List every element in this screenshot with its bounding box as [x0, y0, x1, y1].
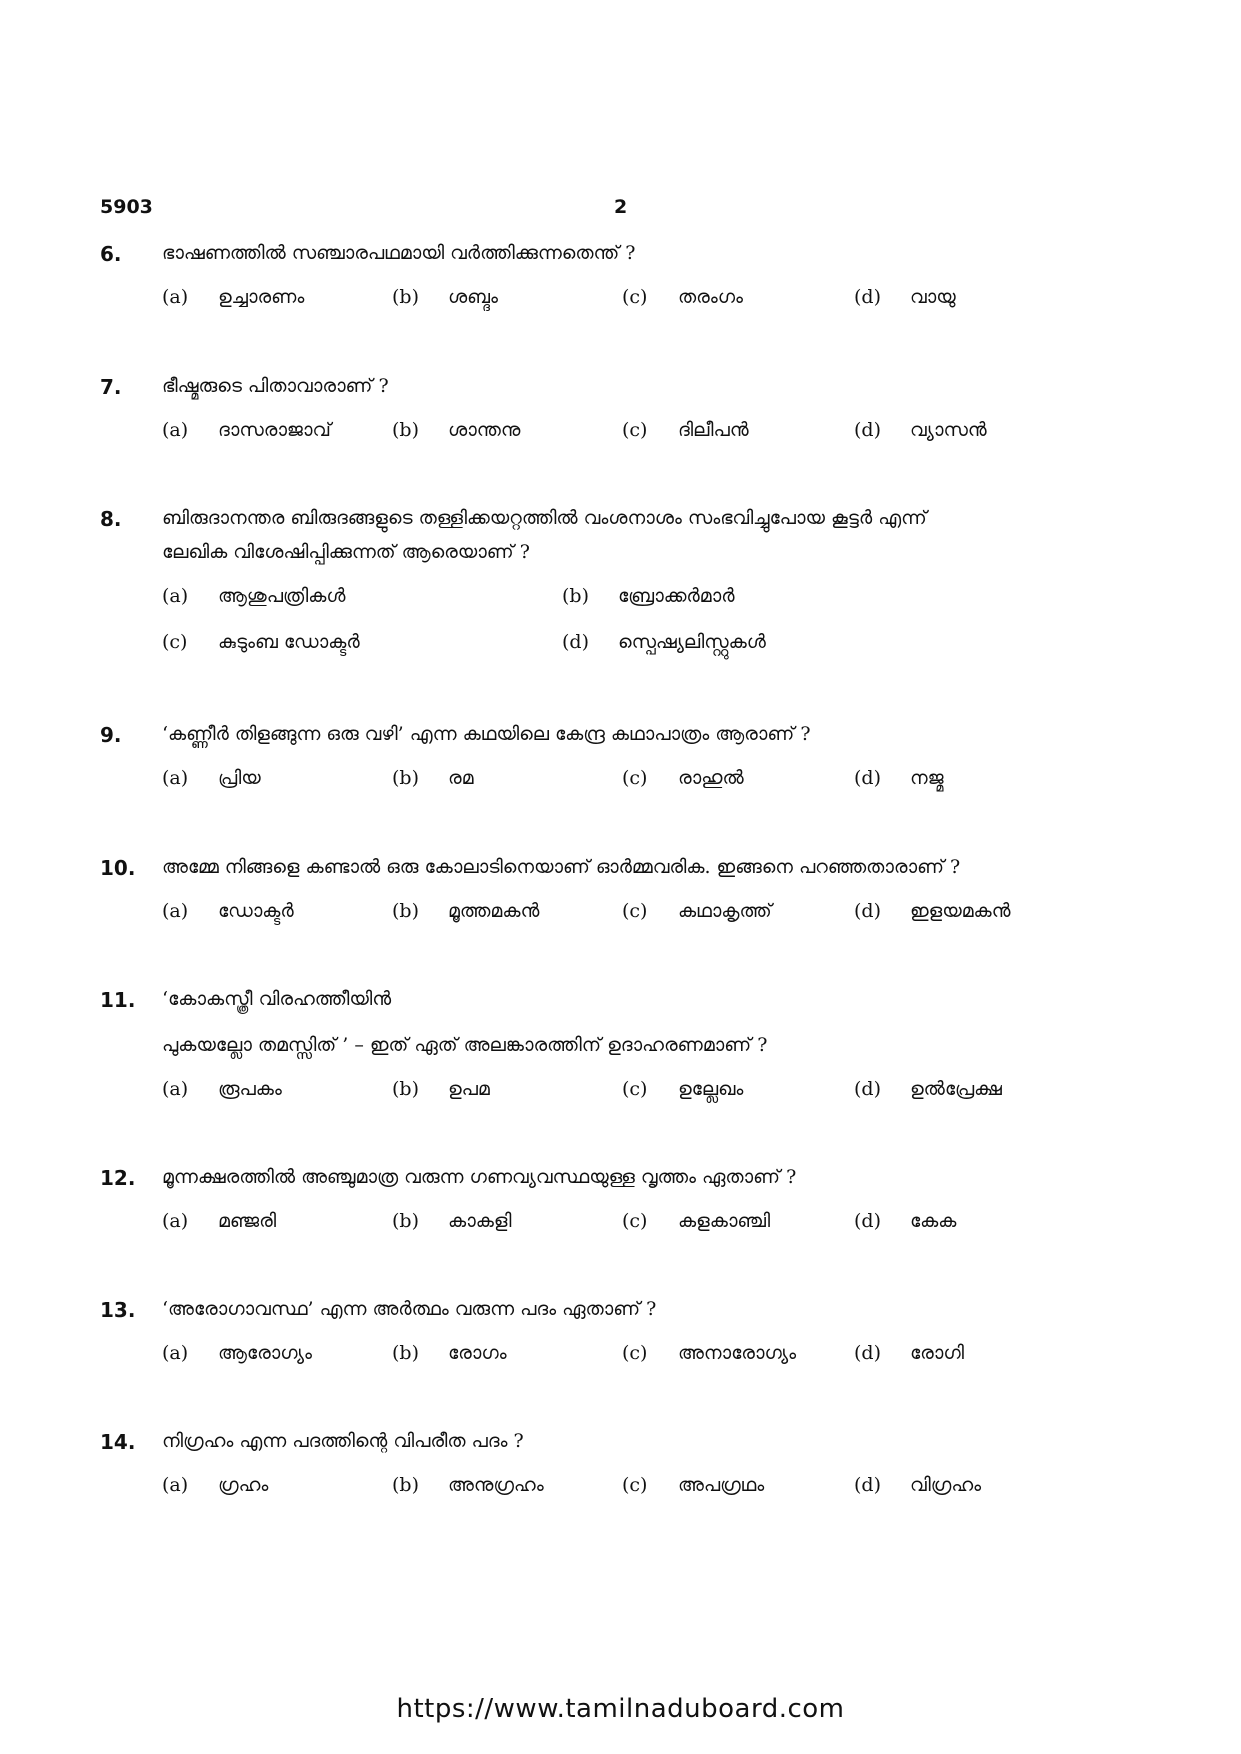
- option-label: (a): [162, 900, 189, 922]
- option-label: (b): [392, 1342, 419, 1364]
- option-label: (a): [162, 585, 189, 607]
- option-label: (a): [162, 767, 189, 789]
- option-text: ബ്രോക്കർമാർ: [618, 585, 735, 607]
- option-label: (d): [854, 1078, 881, 1100]
- question-number: 7.: [100, 375, 122, 399]
- option-text: രൂപകം: [218, 1078, 282, 1100]
- options-row: [100, 286, 1140, 326]
- option-text: ഗ്രഹം: [218, 1474, 269, 1496]
- question-6: [100, 242, 1140, 326]
- question-text: ‘കണ്ണീർ തിളങ്ങുന്ന ഒരു വഴി’ എന്ന കഥയിലെ കേന്ദ്ര കഥാപാത്രം ആരാണ് ?: [162, 723, 811, 745]
- option-label: (a): [162, 1210, 189, 1232]
- question-8: [100, 507, 1140, 671]
- option-a: [162, 767, 261, 789]
- question-text: മൂന്നക്ഷരത്തിൽ അഞ്ചുമാത്ര വരുന്ന ഗണവ്യവസ്ഥയുള്ള വൃത്തം ഏതാണ് ?: [162, 1166, 797, 1188]
- page-number: 2: [614, 196, 628, 218]
- option-b: [392, 900, 539, 922]
- option-c: [162, 631, 360, 653]
- question-text-continued: ലേഖിക വിശേഷിപ്പിക്കുന്നത് ആരെയാണ് ?: [162, 541, 530, 563]
- options-row: [100, 767, 1140, 807]
- option-text: ദിലീപൻ: [678, 419, 749, 441]
- page-header: [100, 196, 1140, 226]
- option-text: കളകാഞ്ചി: [678, 1210, 771, 1232]
- question-14: [100, 1430, 1140, 1514]
- question-text: ബിരുദാനന്തര ബിരുദങ്ങളുടെ തള്ളിക്കയറ്റത്തിൽ വംശനാശം സംഭവിച്ചുപോയ കൂട്ടർ എന്ന്: [162, 507, 927, 529]
- option-text: ഉപമ: [448, 1078, 490, 1100]
- option-text: കുടുംബ ഡോക്ടർ: [218, 631, 360, 653]
- option-text: ഉച്ചാരണം: [218, 286, 305, 308]
- option-text: പ്രിയ: [218, 767, 261, 789]
- option-a: [162, 1210, 276, 1232]
- option-label: (d): [854, 1210, 881, 1232]
- option-d: [854, 1342, 964, 1364]
- option-label: (a): [162, 419, 189, 441]
- option-a: [162, 286, 304, 308]
- question-text: ഭീഷ്മരുടെ പിതാവാരാണ് ?: [162, 375, 389, 397]
- option-label: (c): [162, 631, 188, 653]
- option-label: (d): [854, 419, 881, 441]
- footer-url: https://www.tamilnaduboard.com: [396, 1694, 845, 1724]
- option-d: [854, 900, 1011, 922]
- option-d: [854, 286, 956, 308]
- option-c: [622, 419, 749, 441]
- options-row: [100, 1078, 1140, 1118]
- option-text: കേക: [910, 1210, 957, 1232]
- options-row: [100, 1474, 1140, 1514]
- option-text: നജ്മ: [910, 767, 944, 789]
- options-row: [100, 419, 1140, 459]
- option-a: [162, 585, 345, 607]
- option-text: കാകളി: [448, 1210, 512, 1232]
- option-c: [622, 286, 743, 308]
- option-label: (b): [392, 1474, 419, 1496]
- options-row: [100, 1210, 1140, 1250]
- option-text: ഉല്ലേഖം: [678, 1078, 744, 1100]
- question-7: [100, 375, 1140, 459]
- option-text: അനാരോഗ്യം: [678, 1342, 797, 1364]
- option-label: (c): [622, 767, 648, 789]
- option-text: മൂത്തമകൻ: [448, 900, 540, 922]
- option-d: [854, 767, 944, 789]
- options-row: [100, 900, 1140, 940]
- option-text: അപഗ്രഥം: [678, 1474, 765, 1496]
- question-number: 10.: [100, 856, 136, 880]
- option-text: ആശുപത്രികൾ: [218, 585, 346, 607]
- option-label: (b): [392, 286, 419, 308]
- option-label: (c): [622, 1078, 648, 1100]
- option-d: [854, 419, 987, 441]
- option-label: (a): [162, 1474, 189, 1496]
- question-number: 12.: [100, 1166, 136, 1190]
- option-c: [622, 1342, 796, 1364]
- option-text: ദാസരാജാവ്: [218, 419, 331, 441]
- option-a: [162, 1342, 312, 1364]
- option-c: [622, 1078, 743, 1100]
- question-13: [100, 1298, 1140, 1382]
- option-c: [622, 1474, 764, 1496]
- option-label: (c): [622, 419, 648, 441]
- option-b: [392, 1474, 544, 1496]
- question-number: 11.: [100, 988, 136, 1012]
- option-text: രോഗം: [448, 1342, 507, 1364]
- options-row: [100, 1342, 1140, 1382]
- question-9: [100, 723, 1140, 807]
- question-number: 14.: [100, 1430, 136, 1454]
- option-label: (b): [392, 1210, 419, 1232]
- option-label: (c): [622, 1474, 648, 1496]
- option-text: അനുഗ്രഹം: [448, 1474, 544, 1496]
- option-label: (a): [162, 286, 189, 308]
- option-c: [622, 900, 772, 922]
- question-text: ഭാഷണത്തിൽ സഞ്ചാരപഥമായി വർത്തിക്കുന്നതെന്ത് ?: [162, 242, 636, 264]
- option-label: (d): [854, 767, 881, 789]
- option-c: [622, 767, 744, 789]
- option-b: [392, 1342, 507, 1364]
- option-text: തരംഗം: [678, 286, 743, 308]
- option-label: (c): [622, 286, 648, 308]
- option-b: [392, 1078, 490, 1100]
- question-text-continued: പുകയല്ലോ തമസ്സിത് ’ – ഇത് ഏത് അലങ്കാരത്തിന് ഉദാഹരണമാണ് ?: [162, 1034, 768, 1056]
- option-b: [392, 419, 520, 441]
- option-text: ആരോഗ്യം: [218, 1342, 312, 1364]
- option-a: [162, 419, 331, 441]
- option-label: (c): [622, 1210, 648, 1232]
- option-label: (d): [854, 1342, 881, 1364]
- option-a: [162, 1474, 268, 1496]
- option-label: (d): [562, 631, 589, 653]
- option-d: [562, 631, 766, 653]
- option-b: [392, 767, 474, 789]
- question-number: 8.: [100, 507, 122, 531]
- option-text: വ്യാസൻ: [910, 419, 987, 441]
- question-text: നിഗ്രഹം എന്ന പദത്തിന്റെ വിപരീത പദം ?: [162, 1430, 524, 1452]
- option-text: ഇളയമകൻ: [910, 900, 1011, 922]
- option-b: [392, 1210, 512, 1232]
- option-c: [622, 1210, 770, 1232]
- option-label: (b): [392, 900, 419, 922]
- option-label: (c): [622, 1342, 648, 1364]
- option-label: (a): [162, 1078, 189, 1100]
- options-row: [100, 631, 1140, 671]
- question-number: 6.: [100, 242, 122, 266]
- option-label: (d): [854, 900, 881, 922]
- option-d: [854, 1078, 1002, 1100]
- option-text: മഞ്ജരി: [218, 1210, 277, 1232]
- option-label: (b): [392, 419, 419, 441]
- option-b: [562, 585, 735, 607]
- option-text: രാഹുൽ: [678, 767, 744, 789]
- option-text: ഉൽപ്രേക്ഷ: [910, 1078, 1002, 1100]
- option-a: [162, 1078, 282, 1100]
- option-text: ശാന്തനു: [448, 419, 521, 441]
- option-text: രോഗി: [910, 1342, 965, 1364]
- option-label: (c): [622, 900, 648, 922]
- option-text: വായു: [910, 286, 956, 308]
- option-label: (b): [392, 1078, 419, 1100]
- question-12: [100, 1166, 1140, 1250]
- option-label: (d): [854, 286, 881, 308]
- question-11: [100, 988, 1140, 1118]
- option-text: ഡോക്ടർ: [218, 900, 294, 922]
- option-text: കഥാകൃത്ത്: [678, 900, 772, 922]
- question-10: [100, 856, 1140, 940]
- option-d: [854, 1210, 956, 1232]
- paper-code: 5903: [100, 196, 153, 218]
- option-label: (b): [392, 767, 419, 789]
- option-b: [392, 286, 498, 308]
- option-text: ശബ്ദം: [448, 286, 498, 308]
- option-d: [854, 1474, 981, 1496]
- option-text: സ്പെഷ്യലിസ്റ്റുകൾ: [618, 631, 766, 653]
- option-a: [162, 900, 294, 922]
- option-label: (a): [162, 1342, 189, 1364]
- question-text: ‘അരോഗാവസ്ഥ’ എന്ന അർത്ഥം വരുന്ന പദം ഏതാണ് ?: [162, 1298, 657, 1320]
- option-label: (b): [562, 585, 589, 607]
- option-label: (d): [854, 1474, 881, 1496]
- option-text: വിഗ്രഹം: [910, 1474, 982, 1496]
- question-text: അമ്മേ നിങ്ങളെ കണ്ടാൽ ഒരു കോലാടിനെയാണ് ഓർമ്മവരിക. ഇങ്ങനെ പറഞ്ഞതാരാണ് ?: [162, 856, 961, 878]
- question-number: 9.: [100, 723, 122, 747]
- option-text: രമ: [448, 767, 474, 789]
- question-text: ‘കോകസ്ത്രീ വിരഹത്തീയിൻ: [162, 988, 392, 1010]
- question-number: 13.: [100, 1298, 136, 1322]
- options-row: [100, 585, 1140, 631]
